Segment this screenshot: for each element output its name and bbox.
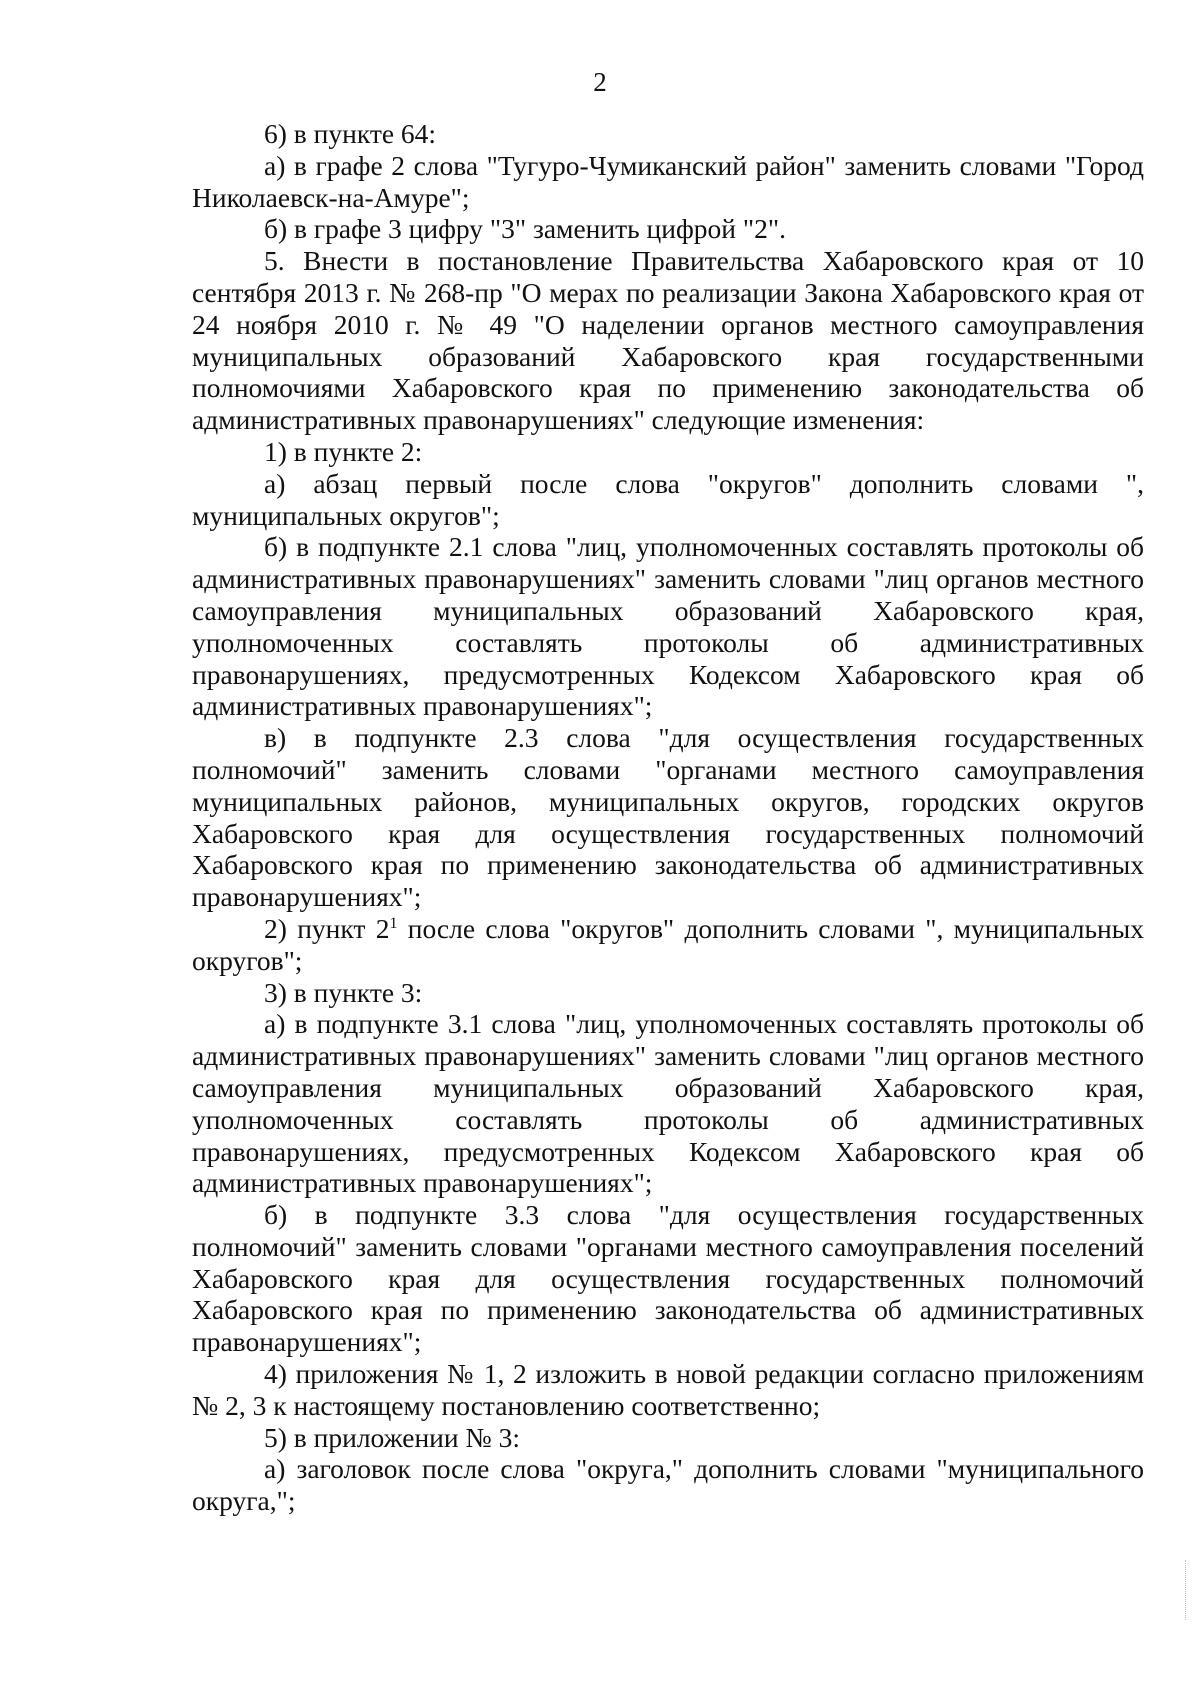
paragraph-subitem-v: в) в подпункте 2.3 слова "для осуществления государственных полномочий" заменить словами "органами местного самоуправления муниципальных районов, муниципальных округов, городских округов Хабаровского края для осуществления государственных полномочий Хабаровского края по применению законодательства об административных правонарушениях"; bbox=[192, 722, 1144, 913]
paragraph-subitem-a: а) заголовок после слова "округа," дополнить словами "муниципального округа,"; bbox=[192, 1453, 1144, 1517]
paragraph-subitem-a: а) абзац первый после слова "округов" дополнить словами ", муниципальных округов"; bbox=[192, 467, 1144, 531]
paragraph-item-5: 5) в приложении № 3: bbox=[264, 1421, 520, 1453]
paragraph-item-2-after: после слова "округов" дополнить словами ", муниципальных округов"; bbox=[192, 912, 1144, 976]
paragraph-subitem-b: б) в подпункте 2.1 слова "лиц, уполномоченных составлять протоколы об административных правонарушениях" заменить словами "лиц органов местного самоуправления муниципальных образований Хабаровского края, уполномоченных составлять протоколы об административных правонарушениях, предусмотренных Кодексом Хабаровского края об административных правонарушениях"; bbox=[192, 531, 1144, 722]
paragraph-item-2-before: 2) пункт 2 bbox=[264, 912, 390, 944]
page-number: 2 bbox=[593, 67, 607, 97]
paragraph-item-2 bbox=[192, 913, 1144, 977]
paragraph-item-4: 4) приложения № 1, 2 изложить в новой редакции согласно приложениям № 2, 3 к настоящему постановлению соответственно; bbox=[192, 1358, 1144, 1421]
superscript-marker: 1 bbox=[389, 914, 398, 932]
paragraph-item-3: 3) в пункте 3: bbox=[264, 976, 423, 1008]
paragraph-clause-5: 5. Внести в постановление Правительства Хабаровского края от 10 сентября 2013 г. № 268-пр "О мерах по реализации Закона Хабаровского края от 24 ноября 2010 г. № 49 "О наделении органов местного самоуправления муниципальных образований Хабаровского края государственными полномочиями Хабаровского края по применению законодательства об административных правонарушениях" следующие изменения: bbox=[192, 245, 1144, 436]
paragraph-item-6: 6) в пункте 64: bbox=[264, 118, 437, 149]
paragraph-subitem-b: б) в графе 3 цифру "3" заменить цифрой "2". bbox=[264, 213, 786, 245]
paragraph-subitem-a: а) в графе 2 слова "Тугуро-Чумиканский район" заменить словами "Город Николаевск-на-Амуре"; bbox=[192, 149, 1144, 213]
paragraph-subitem-b: б) в подпункте 3.3 слова "для осуществления государственных полномочий" заменить словами "органами местного самоуправления поселений Хабаровского края для осуществления государственных полномочий Хабаровского края по применению законодательства об административных правонарушениях"; bbox=[192, 1199, 1144, 1358]
paragraph-subitem-a: а) в подпункте 3.1 слова "лиц, уполномоченных составлять протоколы об административных правонарушениях" заменить словами "лиц органов местного самоуправления муниципальных образований Хабаровского края, уполномоченных составлять протоколы об административных правонарушениях, предусмотренных Кодексом Хабаровского края об административных правонарушениях"; bbox=[192, 1008, 1144, 1199]
document-body bbox=[192, 118, 1144, 1517]
paragraph-item-1: 1) в пункте 2: bbox=[264, 435, 423, 467]
scan-edge-mark bbox=[1185, 1560, 1188, 1620]
